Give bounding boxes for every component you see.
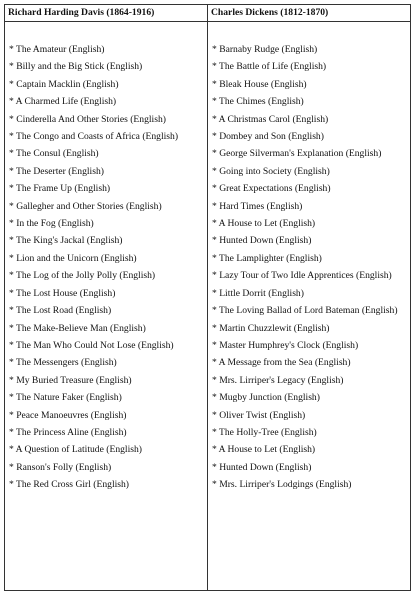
left-column-body (5, 22, 208, 590)
list-item: * A Message from the Sea (English) (212, 357, 351, 369)
list-item: * The Log of the Jolly Polly (English) (9, 270, 156, 282)
right-column-header: Charles Dickens (1812-1870) (208, 5, 410, 22)
list-item: * Mrs. Lirriper's Legacy (English) (212, 374, 344, 386)
list-item: * The Nature Faker (English) (9, 392, 122, 404)
list-item: * The Man Who Could Not Lose (English) (9, 339, 174, 351)
right-column-body (208, 22, 410, 590)
list-item: * Lazy Tour of Two Idle Apprentices (English) (212, 270, 392, 282)
list-item: * A Question of Latitude (English) (9, 444, 142, 456)
list-item: * Mrs. Lirriper's Lodgings (English) (212, 479, 352, 491)
list-item: * The Lost Road (English) (9, 305, 112, 317)
list-item: * Hunted Down (English) (212, 461, 312, 473)
list-item: * A House to Let (English) (212, 444, 316, 456)
list-item: * The Messengers (English) (9, 357, 117, 369)
author-works-table (4, 4, 411, 591)
list-item: * The Consul (English) (9, 148, 99, 160)
list-item: * Barnaby Rudge (English) (212, 44, 318, 55)
list-item: * The Holly-Tree (English) (212, 426, 317, 438)
list-item: * The King's Jackal (English) (9, 235, 123, 247)
left-column-header: Richard Harding Davis (1864-1916) (5, 5, 208, 22)
list-item: * The Battle of Life (English) (212, 61, 327, 73)
list-item: * Little Dorrit (English) (212, 287, 304, 299)
list-item: * Billy and the Big Stick (English) (9, 61, 143, 73)
list-item: * The Lost House (English) (9, 287, 116, 299)
list-item: * Peace Manoeuvres (English) (9, 409, 127, 421)
list-item: * Oliver Twist (English) (212, 409, 306, 421)
list-item: * A Charmed Life (English) (9, 96, 117, 108)
list-item: * The Loving Ballad of Lord Bateman (English) (212, 305, 398, 317)
list-item: * Dombey and Son (English) (212, 131, 324, 143)
left-works-list (5, 22, 207, 494)
list-item: * A House to Let (English) (212, 218, 316, 230)
list-item: * My Buried Treasure (English) (9, 374, 132, 386)
list-item: * A Christmas Carol (English) (212, 113, 329, 125)
list-item: * The Chimes (English) (212, 96, 304, 108)
list-item: * Mugby Junction (English) (212, 392, 320, 404)
list-item: * The Frame Up (English) (9, 183, 111, 195)
list-item: * The Lamplighter (English) (212, 252, 322, 264)
list-item: * George Silverman's Explanation (English) (212, 148, 382, 160)
list-item: * Cinderella And Other Stories (English) (9, 113, 166, 125)
list-item: * Great Expectations (English) (212, 183, 331, 195)
list-item: * Martin Chuzzlewit (English) (212, 322, 330, 334)
list-item: * Hunted Down (English) (212, 235, 312, 247)
list-item: * The Red Cross Girl (English) (9, 479, 130, 491)
list-item: * The Amateur (English) (9, 44, 105, 55)
list-item: * The Princess Aline (English) (9, 426, 127, 438)
list-item: * Going into Society (English) (212, 165, 330, 177)
list-item: * Hard Times (English) (212, 200, 303, 212)
list-item: * Ranson's Folly (English) (9, 461, 112, 473)
list-item: * The Make-Believe Man (English) (9, 322, 146, 334)
list-item: * The Congo and Coasts of Africa (English) (9, 131, 179, 143)
list-item: * The Deserter (English) (9, 165, 104, 177)
right-works-list (208, 22, 410, 494)
list-item: * Bleak House (English) (212, 78, 307, 90)
list-item: * In the Fog (English) (9, 218, 94, 230)
list-item: * Master Humphrey's Clock (English) (212, 339, 359, 351)
list-item: * Captain Macklin (English) (9, 78, 119, 90)
list-item: * Gallegher and Other Stories (English) (9, 200, 162, 212)
list-item: * Lion and the Unicorn (English) (9, 252, 137, 264)
